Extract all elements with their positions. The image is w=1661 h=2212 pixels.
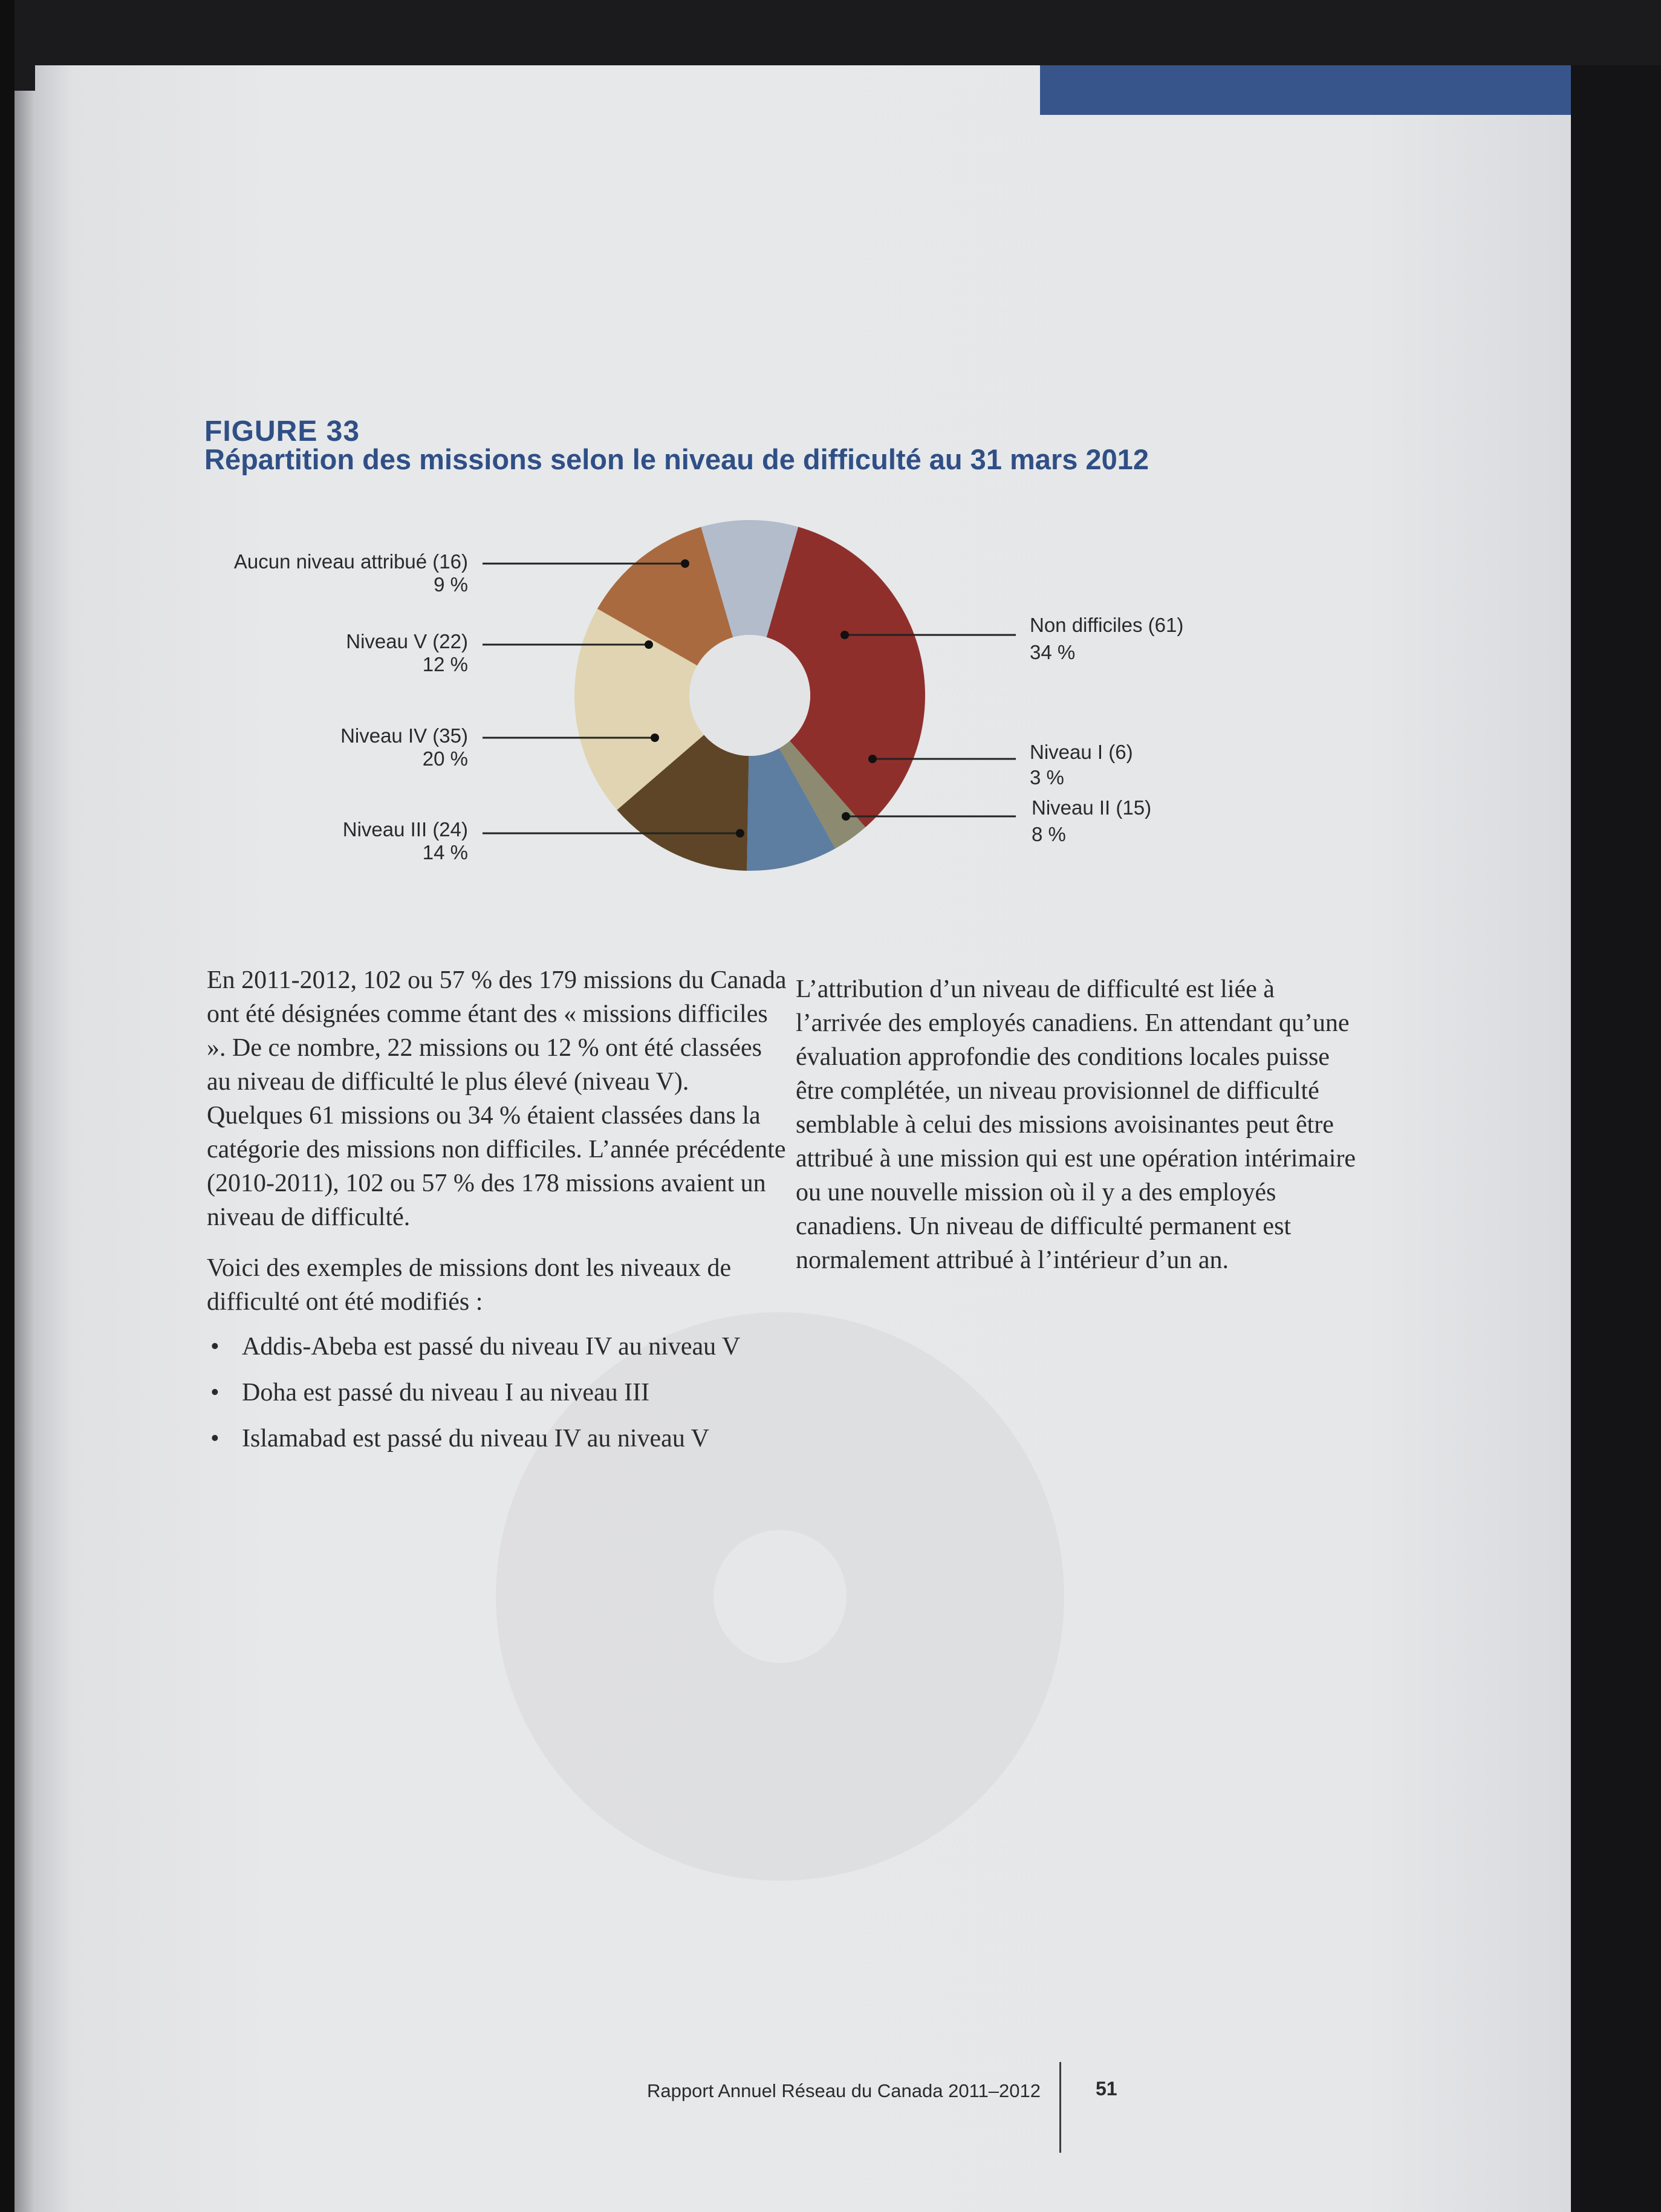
- label-niveau-ii-name: Niveau II (15): [1032, 796, 1152, 819]
- label-niveau-iv-percent: 20 %: [422, 747, 468, 770]
- list-item: [207, 1330, 787, 1364]
- list-item-text: Addis-Abeba est passé du niveau IV au niveau V: [242, 1333, 741, 1361]
- paragraph-attribution: L’attribution d’un niveau de difficulté est liée à l’arrivée des employés canadiens. En attendant qu’une évaluation approfondie des conditions locales puisse être complétée, un niveau provisionnel de difficulté semblable à celui des missions avoisinantes peut être attribué à une mission qui est une opération intérimaire ou une nouvelle mission où il y a des employés canadiens. Un niveau de difficulté permanent est normalement attribué à l’intérieur d’un an.: [796, 975, 1356, 1274]
- legend-niveau-ii: [842, 796, 1151, 845]
- bullet-icon: •: [210, 1379, 219, 1407]
- list-item-text: Islamabad est passé du niveau IV au niveau V: [242, 1425, 709, 1452]
- page-number: 51: [1096, 2078, 1117, 2100]
- figure-title: Répartition des missions selon le niveau de difficulté au 31 mars 2012: [204, 443, 1149, 475]
- list-item: [207, 1376, 787, 1410]
- footer-report-title: Rapport Annuel Réseau du Canada 2011–2012: [647, 2080, 1041, 2101]
- figure-label: FIGURE 33: [204, 415, 360, 447]
- list-item-text: Doha est passé du niveau I au niveau III: [242, 1379, 650, 1407]
- label-niveau-iii-percent: 14 %: [422, 841, 468, 864]
- paragraph-summary: En 2011-2012, 102 ou 57 % des 179 missions du Canada ont été désignées comme étant des « missions difficiles ». De ce nombre, 22 missions ou 12 % ont été classées au niveau de difficulté le plus élevé (niveau V). Quelques 61 missions ou 34 % étaient classées dans la catégorie des missions non difficiles. L’année précédente (2010-2011), 102 ou 57 % des 178 missions avaient un niveau de difficulté.: [207, 966, 787, 1231]
- left-column: [207, 963, 787, 1468]
- examples-list: [207, 1330, 787, 1456]
- label-aucun-percent: 9 %: [434, 573, 468, 596]
- label-niveau-i-percent: 3 %: [1030, 766, 1064, 789]
- label-non-difficiles-percent: 34 %: [1030, 641, 1076, 663]
- bullet-icon: •: [210, 1333, 219, 1361]
- label-niveau-v-percent: 12 %: [422, 653, 468, 675]
- right-column: [796, 972, 1364, 1277]
- label-niveau-iv-name: Niveau IV (35): [340, 724, 468, 747]
- label-aucun-name: Aucun niveau attribué (16): [233, 550, 468, 573]
- bullet-icon: •: [210, 1425, 219, 1452]
- footer-divider: [1059, 2062, 1061, 2153]
- paragraph-examples-intro: Voici des exemples de missions dont les niveaux de difficulté ont été modifiés :: [207, 1254, 732, 1316]
- label-non-difficiles-name: Non difficiles (61): [1030, 614, 1184, 636]
- label-niveau-v-name: Niveau V (22): [346, 630, 468, 652]
- donut-hole: [689, 635, 810, 756]
- label-niveau-ii-percent: 8 %: [1032, 823, 1066, 845]
- label-niveau-i-name: Niveau I (6): [1030, 741, 1133, 763]
- list-item: [207, 1422, 787, 1456]
- label-niveau-iii-name: Niveau III (24): [342, 818, 468, 841]
